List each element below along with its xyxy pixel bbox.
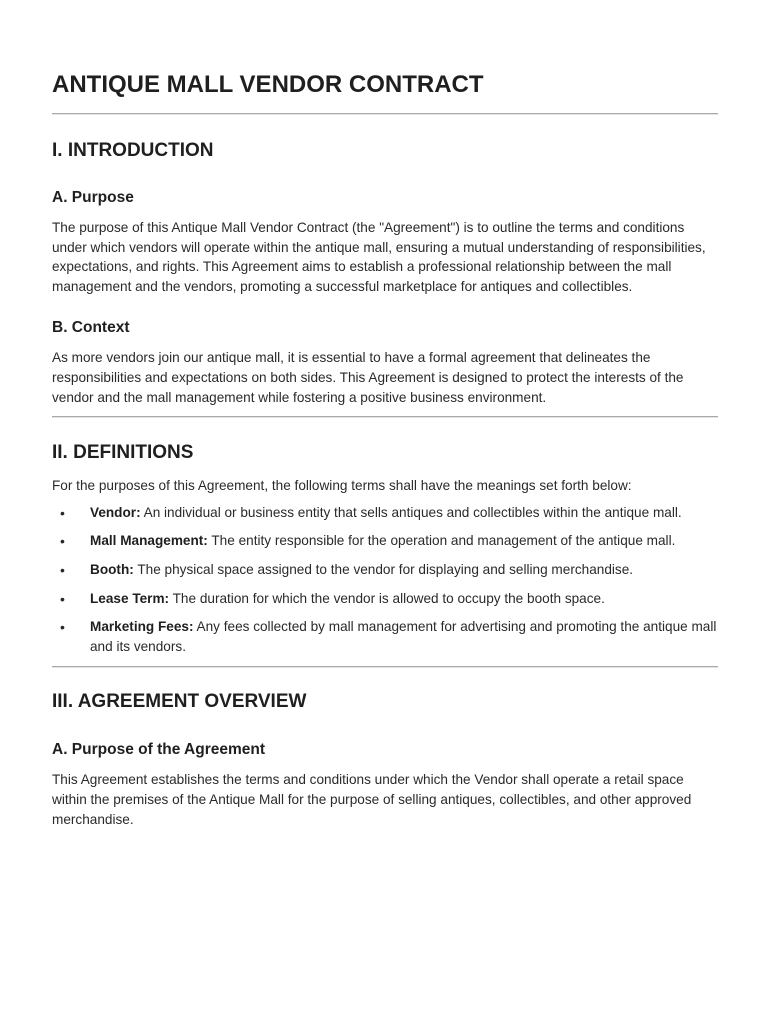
definition-term: Booth: — [90, 561, 134, 577]
definition-text: An individual or business entity that sells antiques and collectibles within the antique mall. — [140, 504, 682, 520]
subsection-heading-purpose-of-agreement: A. Purpose of the Agreement — [52, 741, 266, 759]
definition-term: Mall Management: — [90, 533, 208, 549]
bullet-icon: • — [60, 619, 65, 636]
definition-term: Lease Term: — [90, 590, 170, 606]
list-item — [52, 589, 718, 609]
bullet-icon: • — [60, 533, 65, 550]
definition-text: The entity responsible for the operation and management of the antique mall. — [207, 533, 676, 549]
agreement-purpose-paragraph: This Agreement establishes the terms and conditions under which the Vendor shall operate a retail space within the premises of the Antique Mall for the purpose of selling antiques, collectibles, and other approved merchandise. — [52, 772, 692, 827]
bullet-icon: • — [60, 590, 65, 607]
section-heading-agreement-overview: III. AGREEMENT OVERVIEW — [52, 691, 307, 713]
definitions-intro: For the purposes of this Agreement, the following terms shall have the meanings set forth below: — [52, 478, 632, 494]
section-divider — [52, 666, 718, 668]
subsection-heading-purpose: A. Purpose — [52, 189, 134, 206]
definition-text: The duration for which the vendor is allowed to occupy the booth space. — [169, 590, 605, 606]
definition-term: Marketing Fees: — [90, 619, 194, 635]
bullet-icon: • — [60, 504, 65, 521]
list-item — [52, 503, 718, 523]
context-paragraph: As more vendors join our antique mall, it is essential to have a formal agreement that delineates the responsibilities and expectations on both sides. This Agreement is designed to protect the interests of the vendor and the mall management while fostering a positive business environment. — [52, 350, 684, 405]
list-item — [52, 617, 718, 656]
list-item — [52, 531, 718, 551]
definitions-list — [52, 503, 718, 657]
section-heading-introduction: I. INTRODUCTION — [52, 140, 214, 161]
document-title: ANTIQUE MALL VENDOR CONTRACT — [52, 71, 484, 98]
subsection-heading-context: B. Context — [52, 319, 130, 337]
definition-text: The physical space assigned to the vendor for displaying and selling merchandise. — [133, 561, 634, 577]
section-heading-definitions: II. DEFINITIONS — [52, 442, 194, 464]
definition-term: Vendor: — [90, 504, 141, 520]
bullet-icon: • — [60, 561, 65, 578]
definition-text: Any fees collected by mall management for advertising and promoting the antique mall and its vendors. — [90, 619, 717, 654]
title-divider — [52, 113, 718, 115]
list-item — [52, 560, 718, 580]
section-divider — [52, 416, 718, 418]
purpose-paragraph: The purpose of this Antique Mall Vendor Contract (the "Agreement") is to outline the terms and conditions under which vendors will operate within the antique mall, ensuring a mutual understanding of responsibilities, expectations, and rights. This Agreement aims to establish a professional relationship between the mall management and the vendors, promoting a successful marketplace for antiques and collectibles. — [52, 220, 706, 294]
